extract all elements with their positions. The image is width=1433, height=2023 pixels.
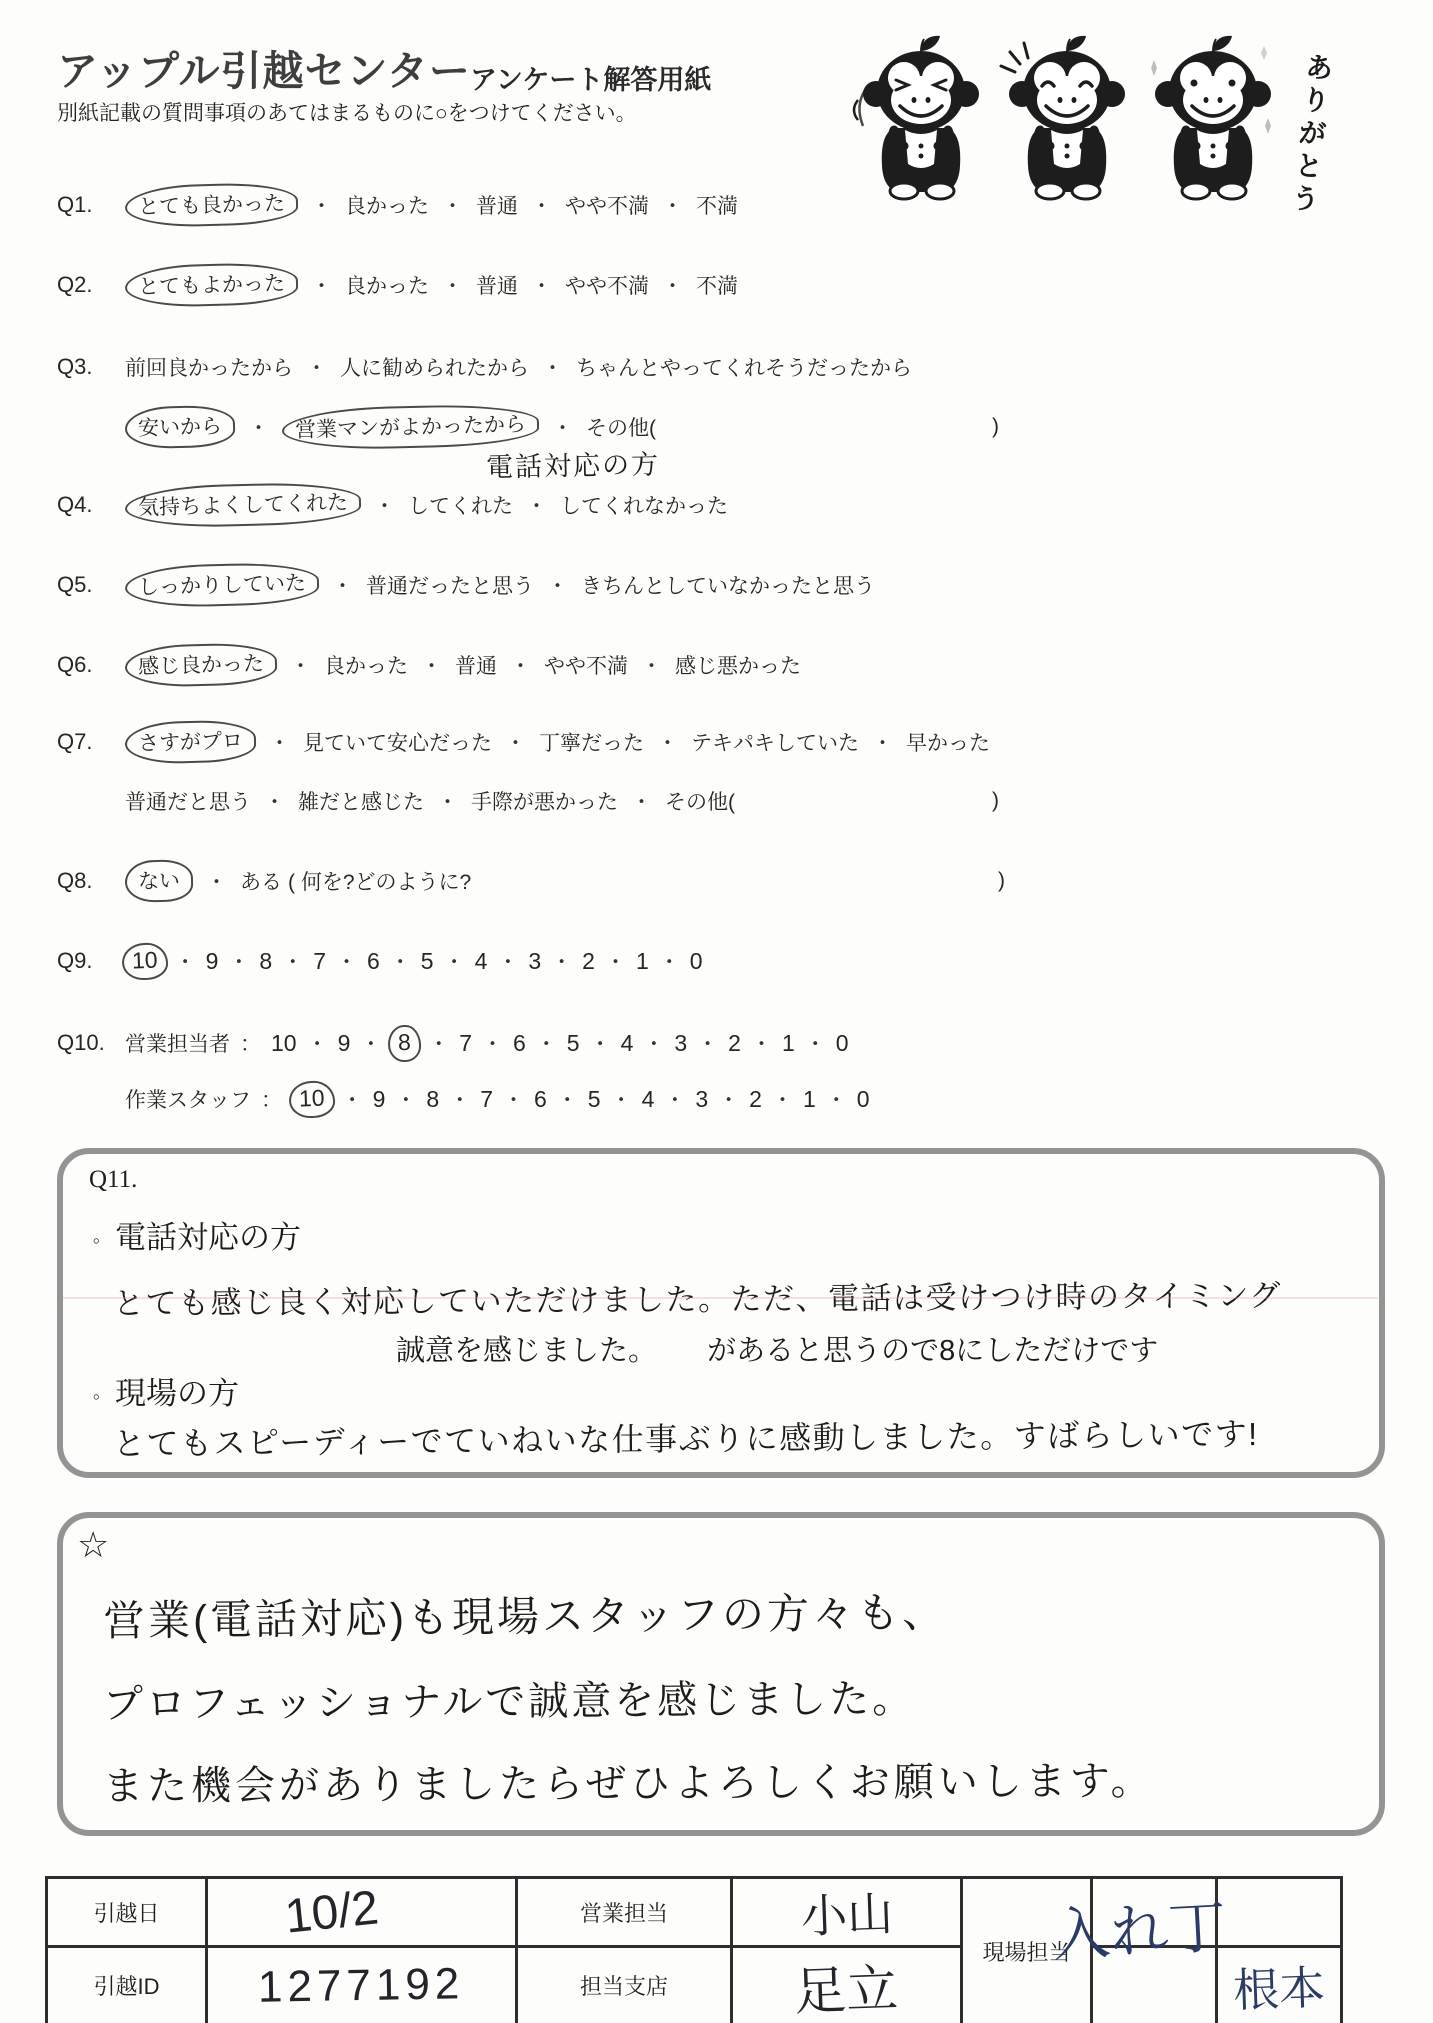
separator: ・ (589, 1033, 611, 1056)
separator: ・ (248, 417, 269, 440)
separator: ・ (269, 732, 290, 755)
monkey-mascot-icon (1144, 34, 1282, 202)
separator: ・ (631, 791, 652, 814)
separator: ・ (395, 1089, 417, 1112)
monkey-mascot-icon (998, 34, 1136, 202)
value-field-rep-1: 入れ丁 (1050, 1894, 1228, 1969)
mascot-group (852, 34, 1282, 202)
option: ある (240, 871, 282, 894)
separator: ・ (264, 791, 285, 814)
question-id: Q9. (57, 948, 93, 973)
question-id: Q2. (57, 272, 93, 297)
separator: ・ (643, 1033, 665, 1056)
question-q6 (57, 650, 801, 680)
separator: ・ (228, 951, 250, 974)
separator: ・ (526, 495, 547, 518)
company-title: アップル引越センター (57, 48, 471, 94)
value-branch: 足立 (732, 1947, 962, 2023)
separator: ・ (206, 871, 227, 894)
score-option: 1 (802, 1085, 816, 1112)
option: 良かった (345, 195, 429, 218)
separator: ・ (311, 275, 332, 298)
score-option: 4 (474, 947, 488, 974)
score-option: 5 (566, 1029, 580, 1056)
score-option: 6 (512, 1029, 526, 1056)
score-option: 0 (835, 1029, 849, 1056)
score-selected: 10 (288, 1080, 335, 1119)
label-sales-rep: 営業担当 (517, 1878, 732, 1947)
option: してくれなかった (560, 495, 728, 518)
option-selected: とても良かった (124, 182, 298, 229)
score-option: 8 (259, 947, 273, 974)
handwritten-text: 現場の方 (115, 1376, 239, 1411)
option: 早かった (906, 732, 990, 755)
separator: ・ (542, 357, 563, 380)
score-option: 9 (372, 1085, 386, 1112)
separator: ・ (657, 732, 678, 755)
option-other: その他( (665, 791, 735, 814)
option: 普通 (455, 655, 497, 678)
separator: ・ (311, 195, 332, 218)
separator: ・ (332, 575, 353, 598)
score-option: 7 (459, 1029, 472, 1056)
question-id: Q8. (57, 868, 93, 893)
separator: ・ (443, 951, 465, 974)
score-option: 4 (620, 1029, 634, 1056)
handwritten-heading (93, 1368, 239, 1413)
option-selected: 安いから (124, 405, 235, 450)
separator: ・ (771, 1089, 793, 1112)
instruction-text: 別紙記載の質問事項のあてはまるものに○をつけてください。 (57, 102, 637, 125)
paren-close: ) (998, 869, 1005, 892)
handwritten-line: 営業(電話対応)も現場スタッフの方々も、 (102, 1588, 948, 1645)
option-selected: とてもよかった (124, 262, 298, 309)
bullet-mark: 。 (93, 1382, 111, 1402)
option: 普通だと思う (125, 791, 251, 814)
question-id: Q7. (57, 729, 93, 754)
question-q3 (57, 352, 912, 382)
separator: ・ (282, 951, 304, 974)
score-option: 2 (582, 947, 595, 974)
option-selected: 気持ちよくしてくれた (124, 481, 361, 529)
separator: ・ (442, 275, 463, 298)
free-comment-box (57, 1512, 1385, 1836)
label-branch: 担当支店 (517, 1947, 732, 2023)
option: やや不満 (544, 655, 628, 678)
value-sales-rep: 小山 (732, 1878, 962, 1947)
row-label: 営業担当者 (125, 1033, 230, 1056)
separator: ・ (505, 732, 526, 755)
separator: ・ (497, 951, 519, 974)
option-selected: ない (124, 859, 193, 903)
question-id: Q5. (57, 572, 93, 597)
score-option: 9 (205, 947, 219, 974)
question-q3-line2 (57, 412, 999, 442)
separator: ・ (341, 1089, 363, 1112)
separator: ・ (641, 655, 662, 678)
question-q2 (57, 270, 738, 300)
option-detail: ( 何を?どのように? (288, 871, 472, 894)
separator: ・ (804, 1033, 826, 1056)
row-label: 作業スタッフ (125, 1089, 251, 1112)
separator: ・ (750, 1033, 772, 1056)
separator: ・ (531, 195, 552, 218)
separator: ・ (658, 951, 680, 974)
score-option: 3 (695, 1085, 709, 1112)
bullet-mark: 。 (93, 1226, 111, 1246)
handwritten-line (396, 1328, 1158, 1369)
question-q7 (57, 727, 990, 757)
colon: ： (261, 1089, 282, 1112)
separator: ・ (556, 1089, 578, 1112)
option: 雑だと感じた (298, 791, 424, 814)
score-option: 6 (533, 1085, 547, 1112)
option: 前回良かったから (125, 357, 293, 380)
option: やや不満 (565, 275, 649, 298)
handwritten-text: 誠意を感じました。 (396, 1335, 658, 1367)
option: 感じ悪かった (675, 655, 801, 678)
paren-close: ) (992, 415, 999, 438)
score-option: 4 (641, 1085, 655, 1112)
option: テキパキしていた (691, 732, 859, 755)
empty-cell (1217, 1878, 1342, 1947)
paren-close: ) (992, 789, 999, 812)
separator: ・ (610, 1089, 632, 1112)
separator: ・ (552, 417, 573, 440)
separator: ・ (718, 1089, 740, 1112)
separator: ・ (535, 1033, 557, 1056)
separator: ・ (174, 951, 196, 974)
separator: ・ (442, 195, 463, 218)
separator: ・ (290, 655, 311, 678)
question-q5 (57, 570, 875, 600)
question-q8 (57, 866, 1005, 896)
score-option: 0 (856, 1085, 870, 1112)
value-moving-date: 10/2 (207, 1878, 517, 1947)
separator: ・ (662, 195, 683, 218)
score-option: 3 (674, 1029, 688, 1056)
score-selected: 10 (121, 942, 168, 981)
thanks-vertical-text: ありがとう (1286, 51, 1335, 219)
option: 丁寧だった (539, 732, 644, 755)
value-field-rep-2: 根本 (1217, 1947, 1342, 2023)
label-field-rep: 現場担当 (962, 1878, 1092, 2023)
score-option: 2 (749, 1085, 762, 1112)
separator: ・ (306, 1033, 328, 1056)
option: 良かった (345, 275, 429, 298)
score-option: 8 (426, 1085, 440, 1112)
separator: ・ (335, 951, 357, 974)
option-selected: しっかりしていた (124, 561, 319, 608)
separator: ・ (604, 951, 626, 974)
option: ちゃんとやってくれそうだったから (576, 357, 912, 380)
question-q1 (57, 190, 738, 220)
score-option: 2 (728, 1029, 741, 1056)
option: やや不満 (565, 195, 649, 218)
option-selected: さすがプロ (124, 719, 256, 764)
separator: ・ (662, 275, 683, 298)
handwritten-text: があると思うので8にしただけです (707, 1335, 1159, 1367)
handwritten-line: プロフェッショナルで誠意を感じました。 (102, 1677, 916, 1727)
question-id: Q4. (57, 492, 93, 517)
separator: ・ (428, 1033, 450, 1056)
separator: ・ (306, 357, 327, 380)
option: 不満 (696, 275, 738, 298)
option: してくれた (408, 495, 513, 518)
score-option: 6 (366, 947, 380, 974)
question-q7-line2 (57, 786, 999, 816)
separator: ・ (481, 1033, 503, 1056)
score-option: 0 (689, 947, 703, 974)
question-id: Q10. (57, 1030, 105, 1055)
value-moving-id: 1277192 (207, 1947, 517, 2023)
option: 見ていて安心だった (303, 732, 492, 755)
question-q9 (57, 946, 703, 976)
score-option: 1 (635, 947, 649, 974)
separator: ・ (825, 1089, 847, 1112)
separator: ・ (437, 791, 458, 814)
label-moving-date: 引越日 (47, 1878, 207, 1947)
handwritten-line: とてもスピーディーでていねいな仕事ぶりに感動しました。すばらしいです! (112, 1416, 1259, 1462)
score-option: 5 (420, 947, 434, 974)
star-mark: ☆ (77, 1524, 110, 1565)
question-q10-sales (57, 1028, 849, 1058)
handwritten-text: 電話対応の方 (115, 1220, 301, 1255)
option: きちんとしていなかったと思う (581, 575, 875, 598)
option-selected: 感じ良かった (124, 642, 277, 688)
option: 普通だったと思う (366, 575, 534, 598)
separator: ・ (872, 732, 893, 755)
option-other: その他( (586, 417, 656, 440)
question-id: Q1. (57, 192, 93, 217)
score-option: 1 (781, 1029, 795, 1056)
handwritten-line: また機会がありましたらぜひよろしくお願いします。 (102, 1759, 1155, 1809)
separator: ・ (389, 951, 411, 974)
option: 手際が悪かった (471, 791, 618, 814)
monkey-mascot-icon (852, 34, 990, 202)
separator: ・ (551, 951, 573, 974)
q11-comment-box (57, 1148, 1385, 1478)
question-id: Q3. (57, 354, 93, 379)
score-option: 7 (313, 947, 326, 974)
separator: ・ (502, 1089, 524, 1112)
question-id: Q6. (57, 652, 93, 677)
option: 普通 (476, 195, 518, 218)
sheet-title: アンケート解答用紙 (470, 65, 712, 95)
separator: ・ (664, 1089, 686, 1112)
separator: ・ (374, 495, 395, 518)
handwritten-heading (93, 1212, 301, 1257)
score-option: 5 (587, 1085, 601, 1112)
separator: ・ (547, 575, 568, 598)
score-selected: 8 (388, 1024, 422, 1062)
option: 人に勧められたから (340, 357, 529, 380)
score-option: 9 (337, 1029, 351, 1056)
scan-artifact-line (62, 1297, 1378, 1299)
score-option: 7 (480, 1085, 493, 1112)
label-moving-id: 引越ID (47, 1947, 207, 2023)
colon: ： (240, 1033, 261, 1056)
separator: ・ (421, 655, 442, 678)
separator: ・ (697, 1033, 719, 1056)
question-q10-staff (57, 1084, 870, 1114)
question-q4 (57, 490, 728, 520)
option: 良かった (324, 655, 408, 678)
handwritten-line: とても感じ良く対応していただけました。ただ、電話は受けつけ時のタイミング (112, 1277, 1282, 1322)
option: 不満 (696, 195, 738, 218)
option: 普通 (476, 275, 518, 298)
question-id: Q11. (89, 1166, 138, 1193)
score-option: 3 (528, 947, 542, 974)
score-option: 10 (271, 1029, 297, 1056)
handwritten-note-q3: 電話対応の方 (485, 449, 661, 483)
option-selected: 営業マンがよかったから (281, 403, 539, 452)
separator: ・ (510, 655, 531, 678)
separator: ・ (531, 275, 552, 298)
separator: ・ (449, 1089, 471, 1112)
separator: ・ (360, 1033, 382, 1056)
